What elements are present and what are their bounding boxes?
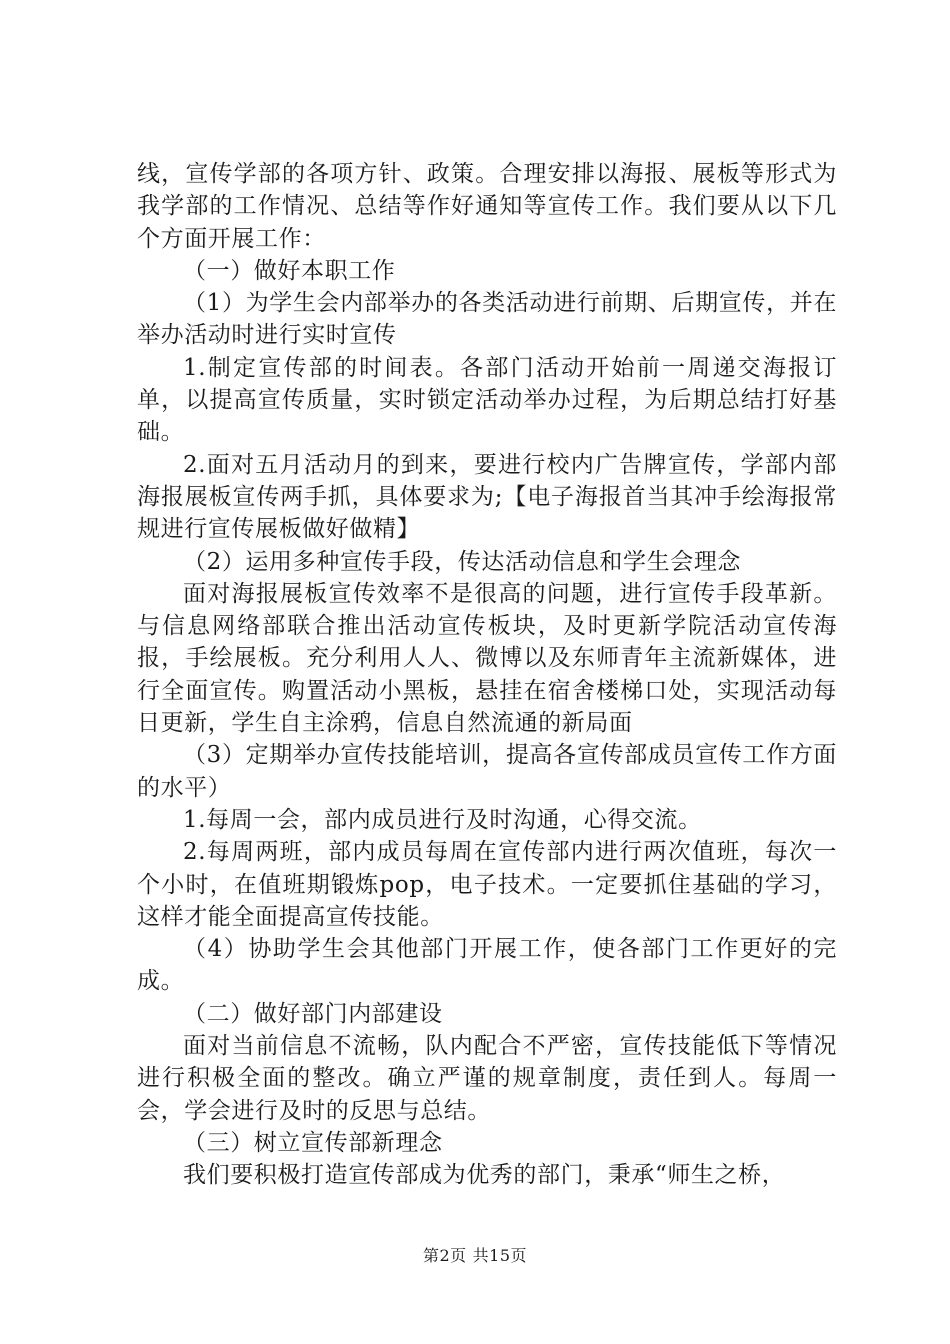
- subheading-item-3: （3）定期举办宣传技能培训，提高各宣传部成员宣传工作方面的水平）: [137, 742, 837, 801]
- subheading-item-1: （1）为学生会内部举办的各类活动进行前期、后期宣传，并在举办活动时进行实时宣传: [137, 290, 837, 349]
- subheading-item-2: （2）运用多种宣传手段，传达活动信息和学生会理念: [183, 548, 742, 575]
- heading-section-1: （一）做好本职工作: [183, 257, 396, 284]
- paragraph-item-2-body: 面对海报展板宣传效率不是很高的问题，进行宣传手段革新。与信息网络部联合推出活动宣传板块，及时更新学院活动宣传海报，手绘展板。充分利用人人、微博以及东师青年主流新媒体，进行全面宣传。购置活动小黑板，悬挂在宿舍楼梯口处，实现活动每日更新，学生自主涂鸦，信息自然流通的新局面: [137, 580, 837, 737]
- paragraph-intro: 线，宣传学部的各项方针、政策。合理安排以海报、展板等形式为我学部的工作情况、总结等作好通知等宣传工作。我们要从以下几个方面开展工作：: [137, 161, 837, 252]
- paragraph-item-3-1: 1.每周一会，部内成员进行及时沟通，心得交流。: [183, 806, 702, 833]
- paragraph-item-3-2: 2.每周两班，部内成员每周在宣传部内进行两次值班，每次一个小时，在值班期锻炼pop，电子技术。一定要抓住基础的学习，这样才能全面提高宣传技能。: [137, 839, 837, 930]
- paragraph-section-2-body: 面对当前信息不流畅，队内配合不严密，宣传技能低下等情况进行积极全面的整改。确立严谨的规章制度，责任到人。每周一会，学会进行及时的反思与总结。: [137, 1033, 837, 1124]
- paragraph-item-1-1: 1.制定宣传部的时间表。各部门活动开始前一周递交海报订单，以提高宣传质量，实时锁定活动举办过程，为后期总结打好基础。: [137, 354, 837, 446]
- document-body: [137, 158, 837, 1192]
- paragraph-section-3-body: 我们要积极打造宣传部成为优秀的部门，秉承“师生之桥，: [183, 1162, 786, 1189]
- page-number: 第2页: [422, 1246, 467, 1265]
- paragraph-item-1-2: 2.面对五月活动月的到来，要进行校内广告牌宣传，学部内部海报展板宣传两手抓，具体要求为;【电子海报首当其冲手绘海报常规进行宣传展板做好做精】: [137, 451, 837, 543]
- heading-section-2: （二）做好部门内部建设: [183, 1000, 443, 1027]
- heading-section-3: （三）树立宣传部新理念: [183, 1129, 443, 1156]
- page-footer: [0, 1243, 950, 1266]
- page-total: 共15页: [472, 1246, 528, 1265]
- subheading-item-4: （4）协助学生会其他部门开展工作，使各部门工作更好的完成。: [137, 936, 837, 995]
